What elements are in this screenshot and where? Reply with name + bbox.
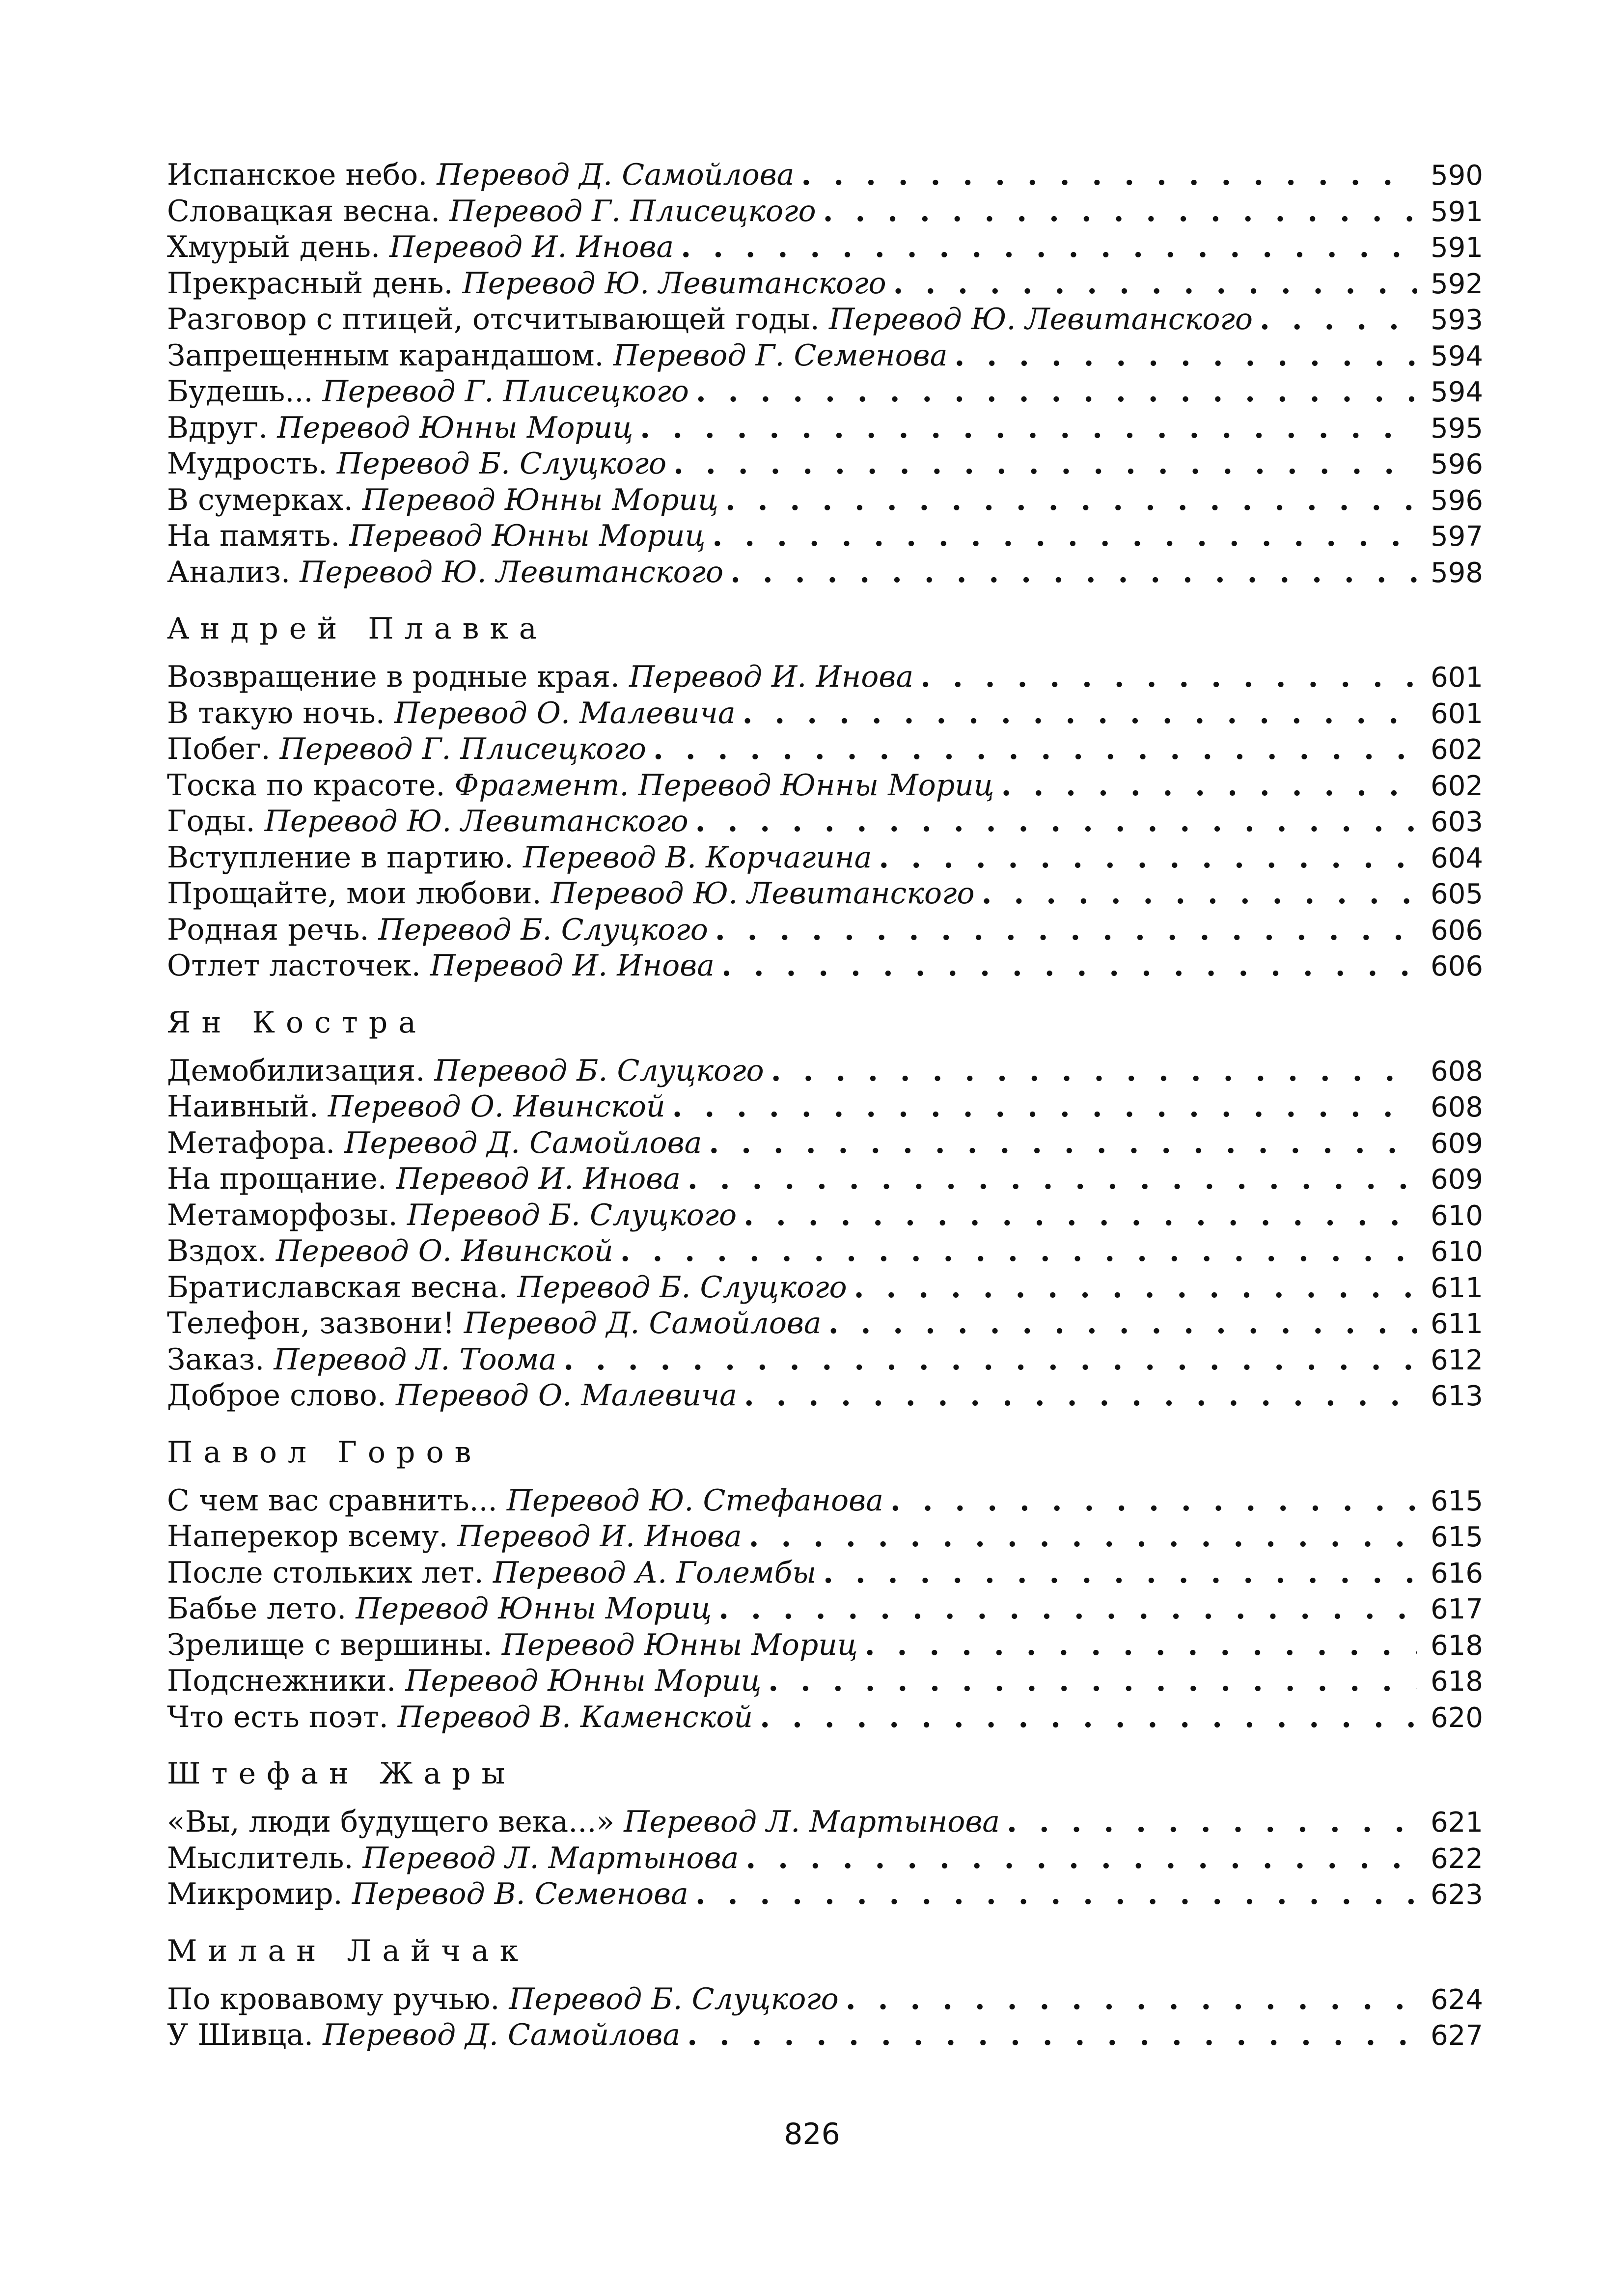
dot-leader xyxy=(687,2017,1417,2054)
toc-entry xyxy=(167,1840,1483,1877)
dot-leader xyxy=(745,1840,1417,1877)
toc-section xyxy=(167,1756,1483,1913)
dot-leader xyxy=(955,338,1418,374)
toc-entry xyxy=(167,768,1483,804)
author-heading: Павол Горов xyxy=(167,1435,482,1470)
dot-leader xyxy=(890,1483,1417,1519)
dot-leader xyxy=(854,1270,1417,1306)
entry-page-number: 606 xyxy=(1431,950,1483,982)
entry-page-number: 602 xyxy=(1431,734,1483,766)
entry-translator: Перевод Ю. Левитанского xyxy=(300,555,724,589)
entry-page-number: 590 xyxy=(1431,160,1483,192)
entry-translator: Перевод Л. Тоома xyxy=(274,1342,557,1377)
entry-title: Вдруг. xyxy=(167,410,268,445)
table-of-contents xyxy=(167,157,1483,2054)
entry-title: Побег. xyxy=(167,732,271,766)
dot-leader xyxy=(823,1555,1417,1591)
entry-translator: Перевод Ю. Стефанова xyxy=(506,1483,883,1518)
entry-translator: Перевод Ю. Левитанского xyxy=(264,804,688,838)
entry-title: Испанское небо. xyxy=(167,158,428,192)
toc-entry xyxy=(167,1663,1483,1700)
entry-translator: Перевод Г. Плисецкого xyxy=(279,732,646,766)
entry-text xyxy=(167,1591,712,1627)
entry-page-number: 611 xyxy=(1431,1308,1483,1340)
entry-translator: Перевод И. Инова xyxy=(457,1519,742,1554)
entry-text xyxy=(167,1700,753,1736)
entry-text xyxy=(167,659,913,696)
entry-text xyxy=(167,446,666,482)
entry-title: На память. xyxy=(167,519,340,553)
entry-translator: Перевод Б. Слуцкого xyxy=(407,1198,737,1232)
toc-section xyxy=(167,1435,1483,1736)
entry-title: Мудрость. xyxy=(167,446,328,481)
dot-leader xyxy=(760,1700,1417,1736)
dot-leader xyxy=(672,1089,1417,1125)
entry-translator: Перевод И. Инова xyxy=(396,1162,681,1196)
entry-page-number: 609 xyxy=(1431,1164,1483,1196)
dot-leader xyxy=(749,1519,1417,1555)
entry-title: Метафора. xyxy=(167,1125,335,1160)
entry-page-number: 612 xyxy=(1431,1344,1483,1376)
entry-page-number: 616 xyxy=(1431,1557,1483,1589)
entry-title: После стольких лет. xyxy=(167,1555,484,1590)
entry-page-number: 597 xyxy=(1431,521,1483,553)
dot-leader xyxy=(879,840,1417,876)
dot-leader xyxy=(744,1378,1417,1414)
entry-title: Вступление в партию. xyxy=(167,840,514,875)
entry-page-number: 608 xyxy=(1431,1055,1483,1087)
entry-page-number: 623 xyxy=(1431,1879,1483,1911)
entry-page-number: 610 xyxy=(1431,1236,1483,1268)
toc-section xyxy=(167,1933,1483,2054)
dot-leader xyxy=(730,555,1417,591)
entry-title: Братиславская весна. xyxy=(167,1270,508,1305)
entry-text xyxy=(167,2017,680,2054)
toc-entry xyxy=(167,1125,1483,1162)
entry-text xyxy=(167,1627,858,1664)
toc-entry xyxy=(167,659,1483,696)
toc-section xyxy=(167,1005,1483,1414)
toc-entry xyxy=(167,1591,1483,1627)
dot-leader xyxy=(681,229,1417,266)
dot-leader xyxy=(846,1981,1417,2018)
toc-entry xyxy=(167,338,1483,374)
dot-leader xyxy=(695,804,1417,840)
entry-translator: Перевод Д. Самойлова xyxy=(344,1125,702,1160)
toc-entry xyxy=(167,1233,1483,1270)
entry-page-number: 613 xyxy=(1431,1380,1483,1412)
entry-text xyxy=(167,1804,1000,1840)
toc-entry xyxy=(167,1378,1483,1414)
toc-entry xyxy=(167,840,1483,876)
entry-translator: Перевод О. Малевича xyxy=(396,1378,737,1413)
entry-text xyxy=(167,302,1253,338)
entry-translator: Перевод Ю. Левитанского xyxy=(828,302,1253,336)
entry-page-number: 624 xyxy=(1431,1983,1483,2016)
entry-page-number: 591 xyxy=(1431,232,1483,264)
toc-entry xyxy=(167,518,1483,555)
dot-leader xyxy=(865,1627,1417,1664)
entry-page-number: 594 xyxy=(1431,340,1483,372)
entry-page-number: 621 xyxy=(1431,1807,1483,1839)
entry-text xyxy=(167,1342,556,1378)
entry-text xyxy=(167,1981,839,2018)
dot-leader xyxy=(563,1342,1417,1378)
entry-text xyxy=(167,1519,742,1555)
entry-text xyxy=(167,768,994,804)
entry-page-number: 615 xyxy=(1431,1485,1483,1517)
dot-leader xyxy=(721,948,1417,984)
entry-translator: Перевод Юнны Мориц xyxy=(356,1591,712,1626)
entry-page-number: 595 xyxy=(1431,412,1483,445)
toc-entry xyxy=(167,1198,1483,1234)
entry-translator: Перевод Г. Плисецкого xyxy=(322,374,689,409)
entry-text xyxy=(167,157,794,194)
entry-text xyxy=(167,804,688,840)
entry-page-number: 611 xyxy=(1431,1272,1483,1304)
entry-title: Отлет ласточек. xyxy=(167,948,421,983)
entry-title: Словацкая весна. xyxy=(167,194,440,228)
entry-text xyxy=(167,1233,613,1270)
entry-text xyxy=(167,1053,764,1089)
dot-leader xyxy=(982,876,1417,912)
dot-leader xyxy=(823,194,1417,230)
dot-leader xyxy=(673,446,1417,482)
toc-entry xyxy=(167,804,1483,840)
toc-section xyxy=(167,157,1483,590)
entry-title: Микромир. xyxy=(167,1877,343,1911)
toc-entry xyxy=(167,1700,1483,1736)
toc-entry xyxy=(167,374,1483,410)
entry-translator: Перевод И. Инова xyxy=(629,660,914,694)
entry-title: Подснежники. xyxy=(167,1664,396,1698)
dot-leader xyxy=(695,1876,1417,1913)
entry-title: С чем вас сравнить... xyxy=(167,1483,497,1518)
entry-title: У Шивца. xyxy=(167,2018,314,2052)
entry-translator: Перевод В. Корчагина xyxy=(523,840,872,875)
entry-page-number: 604 xyxy=(1431,842,1483,874)
entry-text xyxy=(167,1663,761,1700)
entry-title: Годы. xyxy=(167,804,255,838)
entry-text xyxy=(167,1198,737,1234)
entry-page-number: 610 xyxy=(1431,1199,1483,1232)
dot-leader xyxy=(620,1233,1417,1270)
entry-title: Прекрасный день. xyxy=(167,266,453,301)
entry-text xyxy=(167,555,723,591)
entry-page-number: 596 xyxy=(1431,448,1483,480)
dot-leader xyxy=(743,1198,1417,1234)
entry-title: На прощание. xyxy=(167,1162,387,1196)
entry-text xyxy=(167,912,708,948)
entry-title: Родная речь. xyxy=(167,912,369,947)
entry-text xyxy=(167,1270,847,1306)
toc-entry xyxy=(167,157,1483,194)
entry-title: Мыслитель. xyxy=(167,1840,354,1875)
entry-text xyxy=(167,1161,681,1198)
entry-translator: Перевод Юнны Мориц xyxy=(501,1627,858,1662)
entry-text xyxy=(167,410,633,446)
dot-leader xyxy=(768,1663,1417,1700)
dot-leader xyxy=(771,1053,1417,1089)
entry-page-number: 615 xyxy=(1431,1521,1483,1553)
toc-entry xyxy=(167,1161,1483,1198)
entry-page-number: 618 xyxy=(1431,1666,1483,1698)
toc-entry xyxy=(167,229,1483,266)
entry-title: Зрелище с вершины. xyxy=(167,1627,493,1662)
entry-title: Наперекор всему. xyxy=(167,1519,448,1554)
entry-page-number: 598 xyxy=(1431,557,1483,589)
dot-leader xyxy=(828,1306,1417,1342)
entry-page-number: 608 xyxy=(1431,1091,1483,1123)
entry-title: Бабье лето. xyxy=(167,1591,347,1626)
entry-page-number: 620 xyxy=(1431,1701,1483,1734)
entry-page-number: 618 xyxy=(1431,1629,1483,1662)
dot-leader xyxy=(1260,302,1417,338)
entry-page-number: 601 xyxy=(1431,662,1483,694)
entry-title: Заказ. xyxy=(167,1342,265,1377)
toc-entry xyxy=(167,1306,1483,1342)
entry-translator: Перевод В. Каменской xyxy=(397,1700,753,1734)
entry-translator: Перевод Д. Самойлова xyxy=(464,1306,822,1340)
entry-translator: Перевод О. Ивинской xyxy=(275,1234,613,1268)
toc-entry xyxy=(167,731,1483,768)
entry-page-number: 601 xyxy=(1431,697,1483,730)
entry-title: По кровавому ручью. xyxy=(167,1981,500,2016)
entry-page-number: 593 xyxy=(1431,304,1483,336)
entry-title: Что есть поэт. xyxy=(167,1700,388,1734)
entry-page-number: 596 xyxy=(1431,484,1483,517)
toc-entry xyxy=(167,1270,1483,1306)
entry-text xyxy=(167,1306,822,1342)
toc-entry xyxy=(167,1089,1483,1125)
entry-text xyxy=(167,731,646,768)
entry-page-number: 606 xyxy=(1431,914,1483,947)
entry-translator: Перевод И. Инова xyxy=(389,230,674,264)
toc-entry xyxy=(167,912,1483,948)
dot-leader xyxy=(920,659,1417,696)
entry-page-number: 622 xyxy=(1431,1842,1483,1875)
entry-title: Будешь... xyxy=(167,374,313,409)
dot-leader xyxy=(801,157,1417,194)
entry-page-number: 617 xyxy=(1431,1593,1483,1625)
entry-text xyxy=(167,1555,816,1591)
entry-title: В сумерках. xyxy=(167,482,353,517)
entry-title: Метаморфозы. xyxy=(167,1198,398,1232)
entry-translator: Перевод Б. Слуцкого xyxy=(509,1981,839,2016)
toc-entry xyxy=(167,194,1483,230)
dot-leader xyxy=(709,1125,1417,1162)
author-heading: Андрей Плавка xyxy=(167,612,548,646)
toc-entry xyxy=(167,555,1483,591)
entry-text xyxy=(167,266,886,302)
dot-leader xyxy=(743,696,1417,732)
entry-page-number: 605 xyxy=(1431,878,1483,910)
toc-entry xyxy=(167,1483,1483,1519)
entry-text xyxy=(167,876,975,912)
dot-leader xyxy=(1001,768,1417,804)
entry-translator: Перевод Б. Слуцкого xyxy=(434,1053,764,1088)
entry-text xyxy=(167,840,872,876)
entry-text xyxy=(167,229,674,266)
entry-translator: Перевод А. Голембы xyxy=(493,1555,817,1590)
toc-entry xyxy=(167,876,1483,912)
entry-translator: Перевод Д. Самойлова xyxy=(437,158,795,192)
dot-leader xyxy=(696,374,1417,410)
dot-leader xyxy=(725,482,1417,519)
entry-text xyxy=(167,482,718,519)
entry-text xyxy=(167,518,705,555)
page-number: 826 xyxy=(784,2117,840,2151)
entry-text xyxy=(167,1840,739,1877)
entry-translator: Перевод И. Инова xyxy=(430,948,715,983)
toc-entry xyxy=(167,1342,1483,1378)
dot-leader xyxy=(653,731,1417,768)
entry-title: Хмурый день. xyxy=(167,230,381,264)
dot-leader xyxy=(712,518,1417,555)
entry-text xyxy=(167,1876,688,1913)
entry-translator: Перевод Юнны Мориц xyxy=(349,519,706,553)
entry-title: Запрещенным карандашом. xyxy=(167,338,604,373)
toc-entry xyxy=(167,1804,1483,1840)
toc-entry xyxy=(167,410,1483,446)
entry-page-number: 591 xyxy=(1431,195,1483,228)
toc-entry xyxy=(167,482,1483,519)
entry-text xyxy=(167,948,715,984)
entry-text xyxy=(167,696,736,732)
toc-section xyxy=(167,611,1483,984)
entry-translator: Перевод Юнны Мориц xyxy=(277,410,633,445)
toc-entry xyxy=(167,1981,1483,2018)
entry-page-number: 609 xyxy=(1431,1127,1483,1160)
author-heading: Милан Лайчак xyxy=(167,1933,529,1968)
entry-title: Доброе слово. xyxy=(167,1378,386,1413)
dot-leader xyxy=(640,410,1417,446)
entry-text xyxy=(167,1378,737,1414)
entry-translator: Перевод Л. Мартынова xyxy=(624,1805,1000,1839)
entry-translator: Перевод Б. Слуцкого xyxy=(336,446,667,481)
entry-title: Разговор с птицей, отсчитывающей годы. xyxy=(167,302,820,336)
toc-entry xyxy=(167,1627,1483,1664)
entry-translator: Перевод Г. Семенова xyxy=(613,338,948,373)
entry-title: Демобилизация. xyxy=(167,1053,425,1088)
entry-translator: Перевод Ю. Левитанского xyxy=(462,266,886,301)
entry-translator: Перевод В. Семенова xyxy=(352,1877,688,1911)
toc-entry xyxy=(167,2017,1483,2054)
entry-text xyxy=(167,1483,883,1519)
dot-leader xyxy=(893,266,1417,302)
entry-translator: Перевод Юнны Мориц xyxy=(362,482,718,517)
entry-page-number: 603 xyxy=(1431,806,1483,838)
entry-translator: Перевод Б. Слуцкого xyxy=(378,912,708,947)
entry-page-number: 592 xyxy=(1431,268,1483,300)
entry-title: Наивный. xyxy=(167,1089,319,1124)
entry-title: «Вы, люди будущего века...» xyxy=(167,1805,615,1839)
entry-translator: Перевод О. Малевича xyxy=(394,696,736,730)
entry-title: В такую ночь. xyxy=(167,696,385,730)
entry-text xyxy=(167,1089,665,1125)
dot-leader xyxy=(715,912,1417,948)
entry-title: Вздох. xyxy=(167,1234,267,1268)
entry-page-number: 602 xyxy=(1431,770,1483,802)
toc-entry xyxy=(167,1555,1483,1591)
toc-entry xyxy=(167,446,1483,482)
dot-leader xyxy=(688,1161,1417,1198)
entry-translator: Перевод Юнны Мориц xyxy=(405,1664,762,1698)
entry-translator: Перевод О. Ивинской xyxy=(328,1089,665,1124)
toc-entry xyxy=(167,696,1483,732)
entry-title: Тоска по красоте. xyxy=(167,768,445,803)
entry-text xyxy=(167,338,948,374)
entry-title: Телефон, зазвони! xyxy=(167,1306,455,1340)
toc-entry xyxy=(167,948,1483,984)
toc-entry xyxy=(167,1053,1483,1089)
entry-title: Возвращение в родные края. xyxy=(167,660,620,694)
toc-entry xyxy=(167,266,1483,302)
dot-leader xyxy=(1007,1804,1417,1840)
dot-leader xyxy=(718,1591,1417,1627)
entry-text xyxy=(167,194,816,230)
entry-page-number: 594 xyxy=(1431,376,1483,408)
author-heading: Ян Костра xyxy=(167,1005,427,1040)
entry-title: Прощайте, мои любови. xyxy=(167,876,542,911)
entry-translator: Перевод Д. Самойлова xyxy=(323,2018,681,2052)
entry-text xyxy=(167,374,689,410)
entry-title: Анализ. xyxy=(167,555,291,589)
author-heading: Штефан Жары xyxy=(167,1756,516,1791)
toc-entry xyxy=(167,1519,1483,1555)
entry-translator: Перевод Л. Мартынова xyxy=(362,1840,739,1875)
toc-entry xyxy=(167,302,1483,338)
entry-translator: Перевод Б. Слуцкого xyxy=(517,1270,847,1305)
entry-page-number: 627 xyxy=(1431,2020,1483,2052)
entry-translator: Перевод Ю. Левитанского xyxy=(551,876,975,911)
entry-text xyxy=(167,1125,702,1162)
entry-translator: Перевод Г. Плисецкого xyxy=(449,194,816,228)
entry-translator: Фрагмент. Перевод Юнны Мориц xyxy=(454,768,994,803)
toc-entry xyxy=(167,1876,1483,1913)
